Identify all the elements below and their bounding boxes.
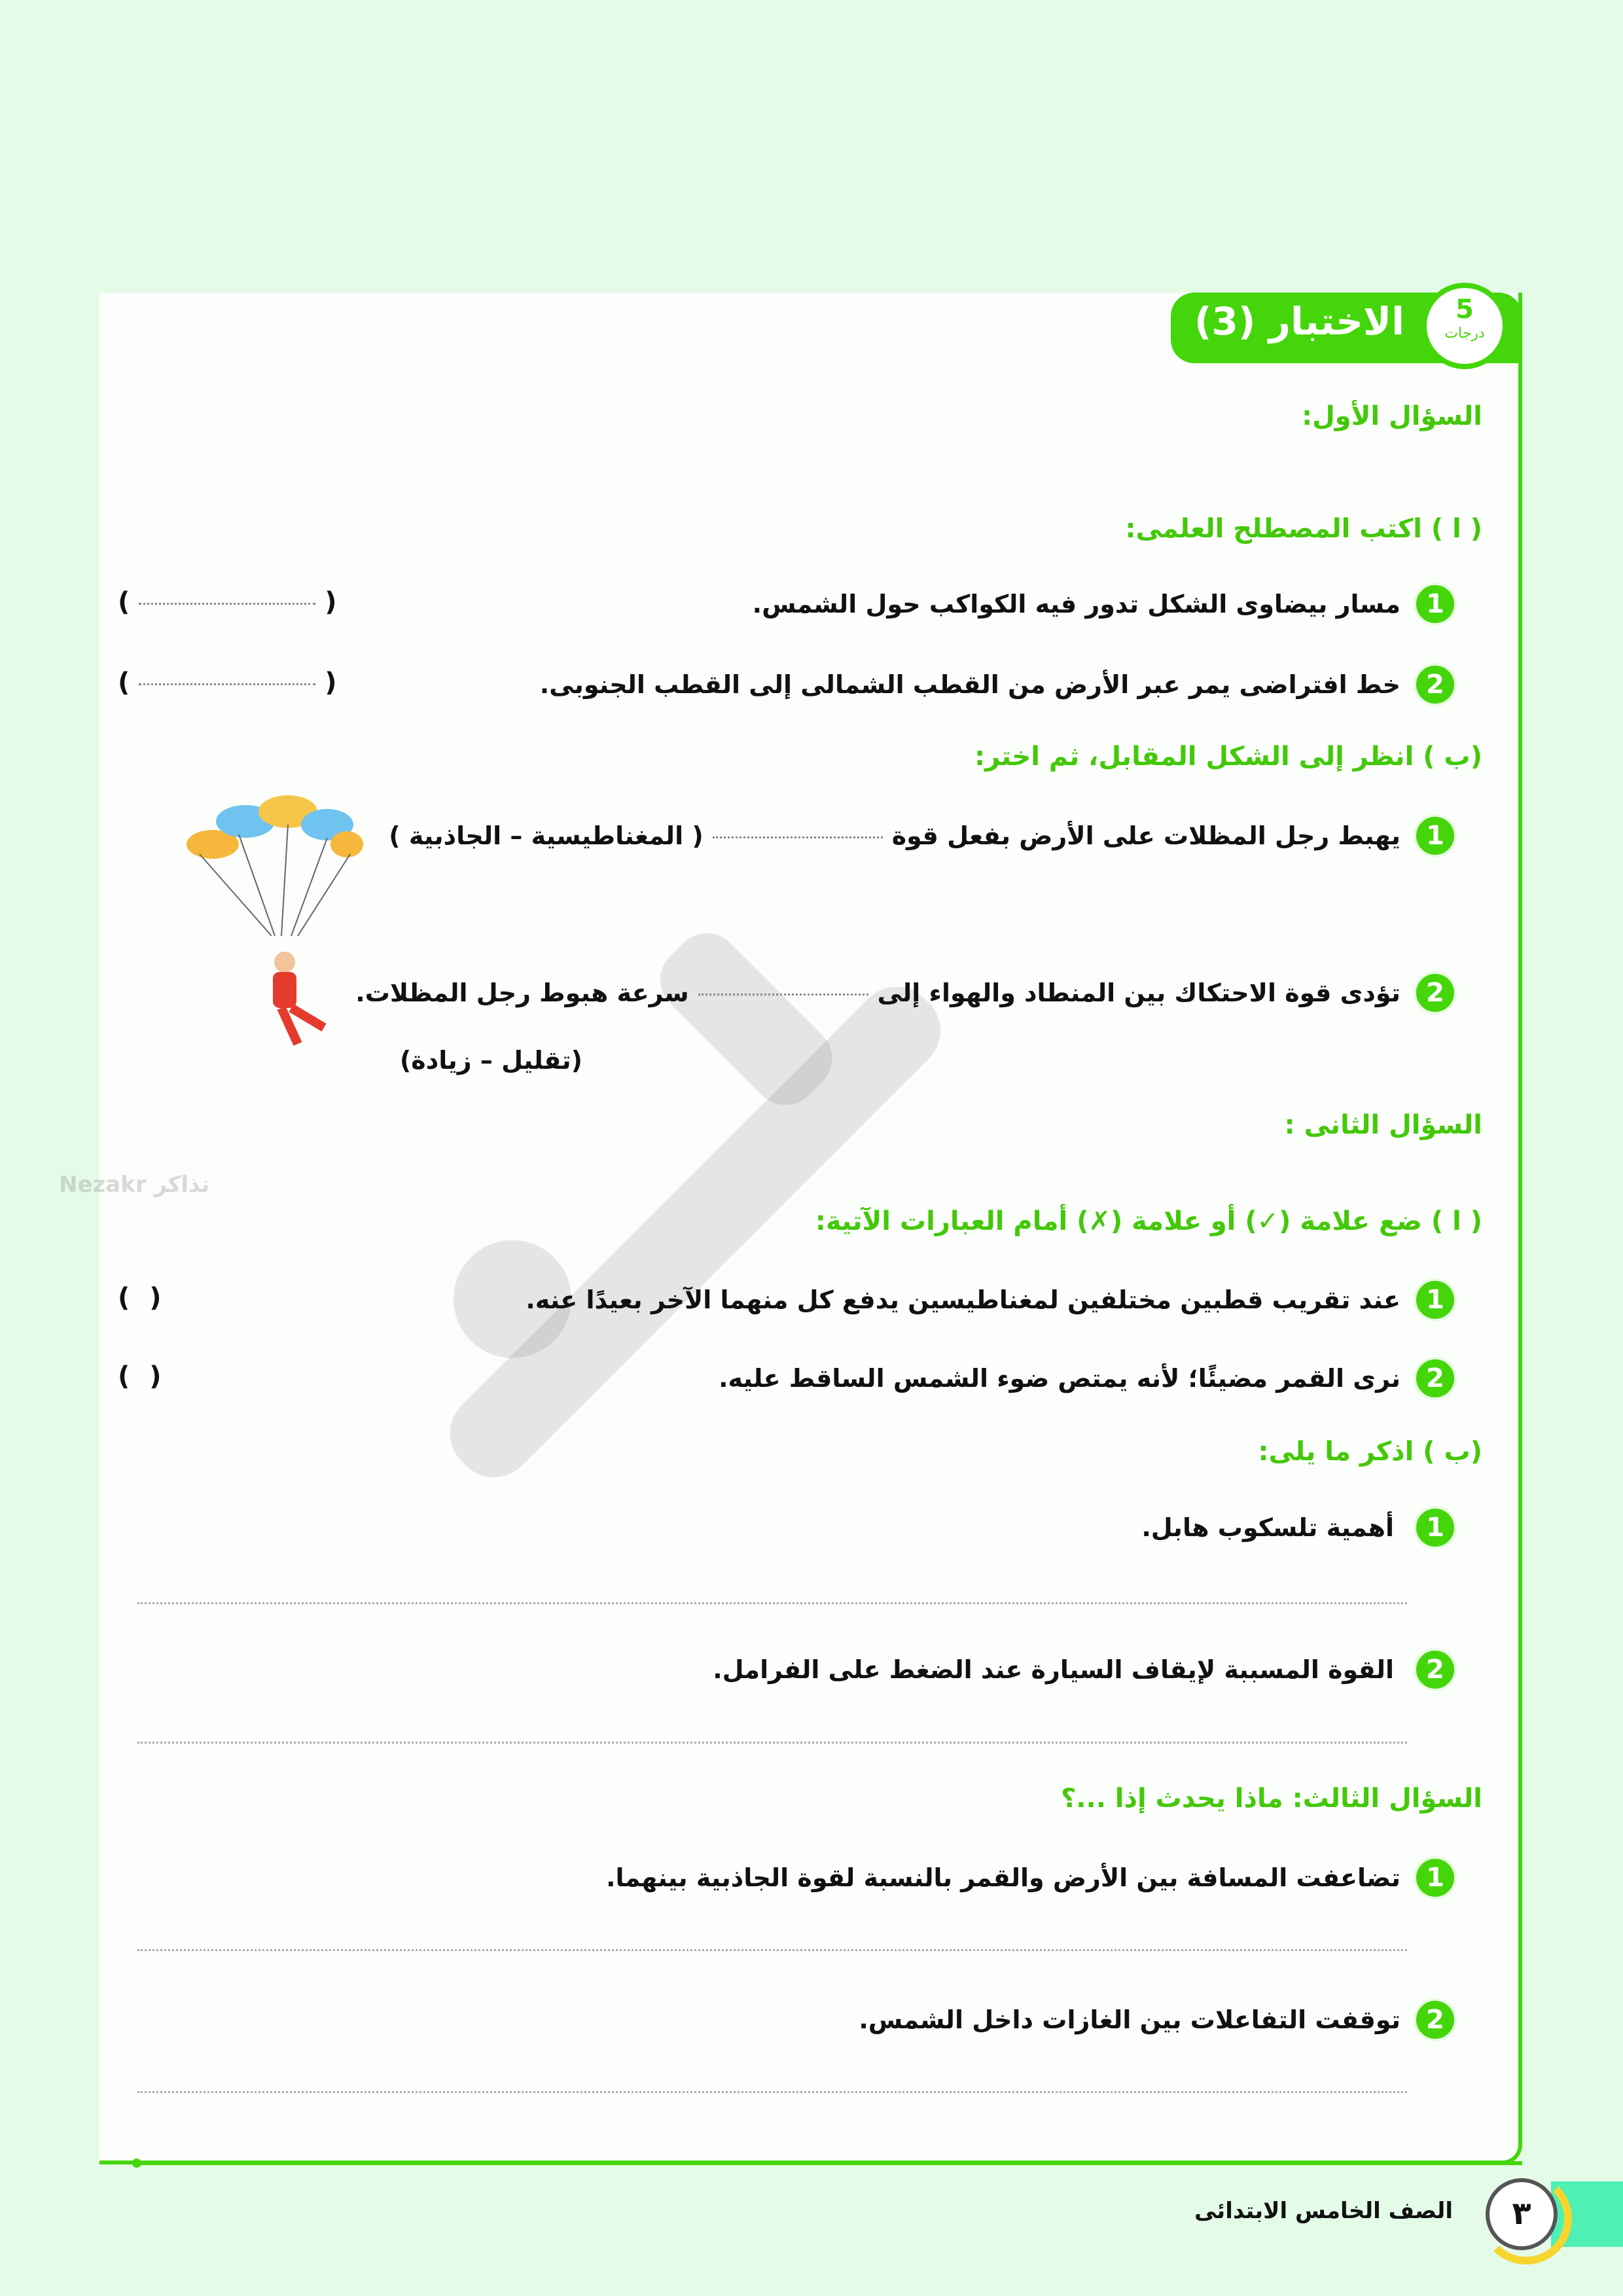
options-text: (تقليل – زيادة) (399, 1046, 582, 1075)
question-text: أهمية تلسكوب هابل. (1141, 1513, 1394, 1542)
number-badge: 1 (1414, 814, 1457, 857)
answer-bracket[interactable]: ( ) (118, 587, 337, 617)
answer-blank[interactable] (698, 994, 868, 996)
question-text: القوة المسببة لإيقاف السيارة عند الضغط على الفرامل. (713, 1655, 1394, 1684)
watermark-graphic (314, 818, 1099, 1669)
bottom-border (136, 2161, 1522, 2165)
number-badge: 1 (1414, 1278, 1457, 1321)
score-unit: درجات (1444, 325, 1485, 342)
number-badge: 1 (1414, 583, 1457, 626)
q2b-title: (ب ) اذكر ما يلى: (1258, 1437, 1482, 1467)
page-number: ٣ (1486, 2178, 1558, 2250)
answer-bracket[interactable]: ( ) (118, 668, 337, 698)
number-badge: 2 (1414, 971, 1457, 1014)
q2a-title: ( ا ) ضع علامة (✓) أو علامة (✗) أمام العبارات الآتية: (815, 1206, 1482, 1236)
answer-line[interactable] (137, 2091, 1407, 2093)
logo-watermark: Nezakr نذاكر (59, 1172, 210, 1198)
question-text: عند تقريب قطبين مختلفين لمغناطيسين يدفع كل منهما الآخر بعيدًا عنه. (526, 1285, 1400, 1314)
footer-grade: الصف الخامس الابتدائى (1194, 2198, 1453, 2224)
q2-title: السؤال الثانى : (1284, 1110, 1482, 1140)
number-badge: 2 (1414, 1648, 1457, 1691)
number-badge: 1 (1414, 1506, 1457, 1549)
question-text: مسار بيضاوى الشكل تدور فيه الكواكب حول الشمس. (752, 590, 1400, 619)
person-icon (273, 952, 324, 1044)
q1-title: السؤال الأول: (1302, 401, 1482, 431)
number-badge: 1 (1414, 1856, 1457, 1899)
border-dot (132, 2159, 141, 2168)
answer-bracket[interactable]: ( ) (118, 1283, 162, 1313)
q3-title: السؤال الثالث: ماذا يحدث إذا ...؟ (1061, 1784, 1482, 1814)
choice-row: يهبط رجل المظلات على الأرض بفعل قوة( المغناطيسية – الجاذبية ) (389, 821, 1400, 850)
question-text: خط افتراضى يمر عبر الأرض من القطب الشمالى إلى القطب الجنوبى. (539, 670, 1400, 699)
answer-line[interactable] (137, 1602, 1407, 1604)
score-value: 5 (1455, 295, 1474, 325)
number-badge: 2 (1414, 663, 1457, 706)
q1a-title: ( ا ) اكتب المصطلح العلمى: (1125, 514, 1482, 544)
exam-title: الاختبار (3) (1194, 299, 1404, 344)
answer-blank[interactable] (713, 836, 883, 838)
answer-bracket[interactable]: ( ) (118, 1361, 162, 1391)
parachutist-illustration (173, 772, 376, 1054)
question-text: توقفت التفاعلات بين الغازات داخل الشمس. (859, 2005, 1400, 2034)
question-text: تضاعفت المسافة بين الأرض والقمر بالنسبة لقوة الجاذبية بينهما. (606, 1863, 1400, 1892)
answer-line[interactable] (137, 1949, 1407, 1951)
number-badge: 2 (1414, 1357, 1457, 1400)
question-text: نرى القمر مضيئًا؛ لأنه يمتص ضوء الشمس الساقط عليه. (719, 1364, 1400, 1393)
answer-line[interactable] (137, 1742, 1407, 1744)
parachute-icon (187, 795, 363, 936)
choice-row: تؤدى قوة الاحتكاك بين المنطاد والهواء إلىسرعة هبوط رجل المظلات. (355, 978, 1400, 1007)
number-badge: 2 (1414, 1998, 1457, 2041)
score-badge (1421, 283, 1508, 369)
q1b-title: (ب ) انظر إلى الشكل المقابل، ثم اختر: (974, 742, 1482, 772)
